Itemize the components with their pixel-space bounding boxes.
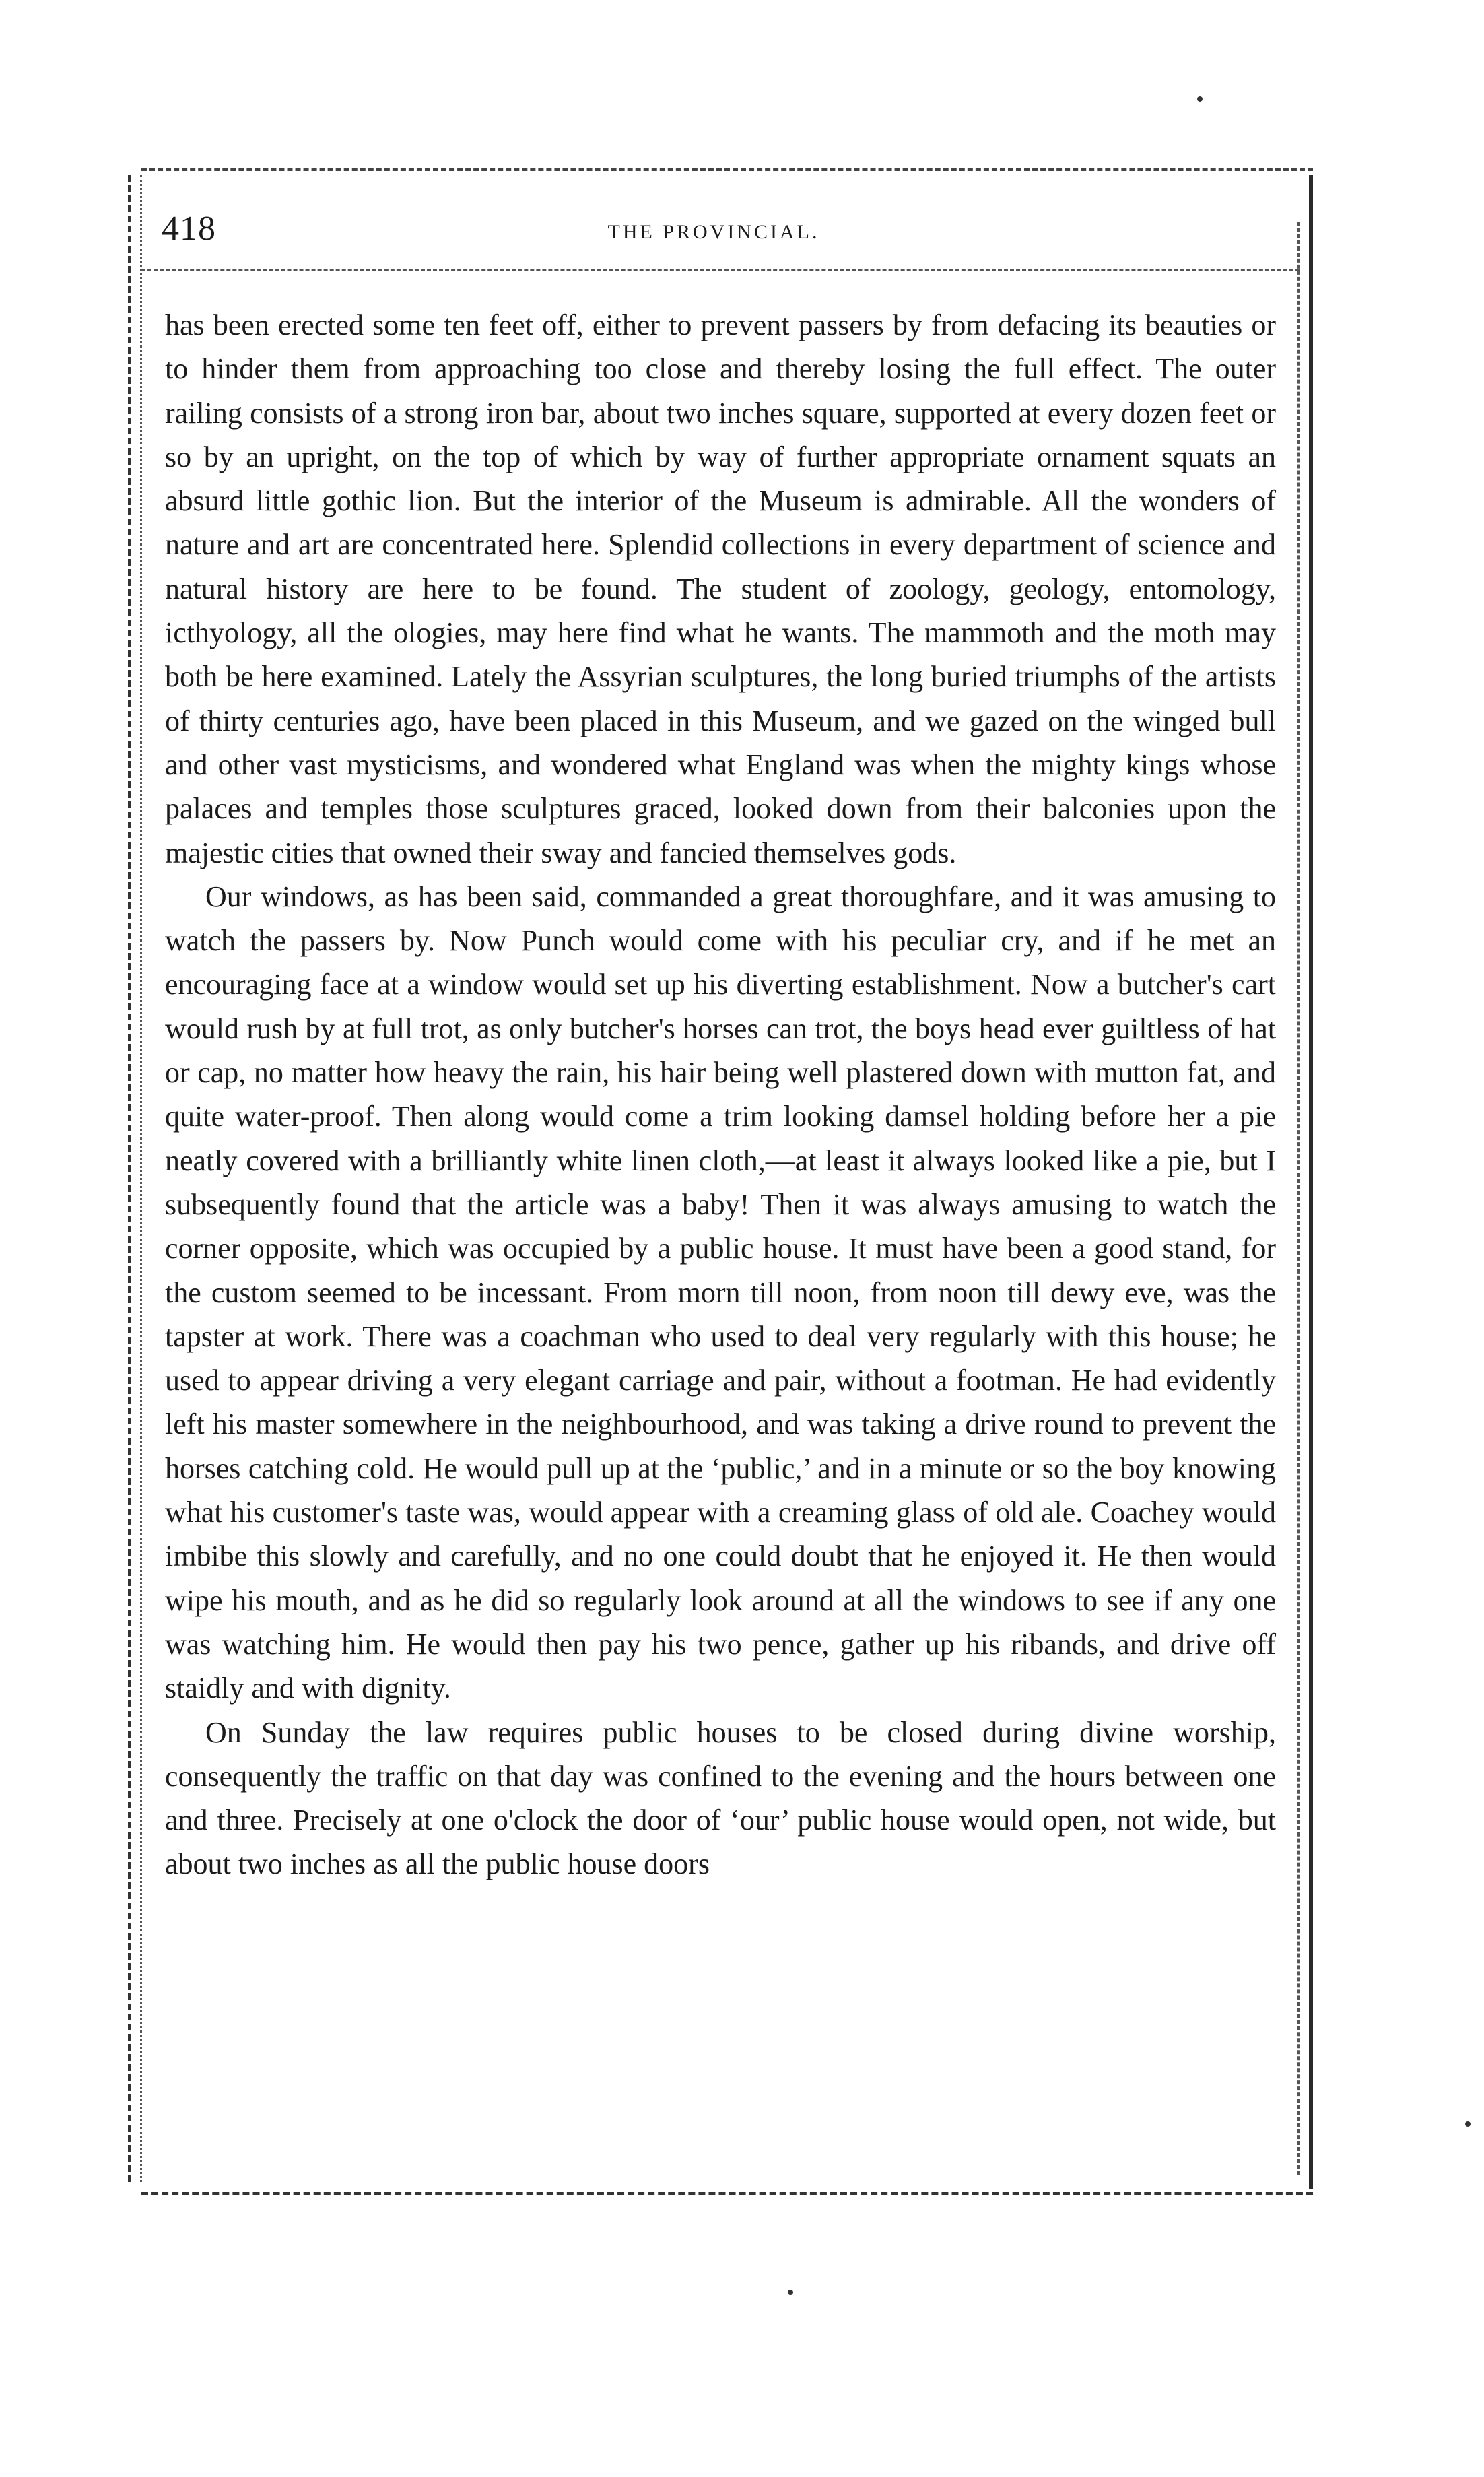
scan-speck bbox=[1465, 2121, 1471, 2127]
page-frame bbox=[128, 168, 1313, 2195]
scan-speck bbox=[1197, 96, 1203, 102]
body-text bbox=[165, 303, 1276, 1886]
running-title: THE PROVINCIAL. bbox=[607, 221, 820, 243]
paragraph: On Sunday the law requires public houses to be closed during divine worship, consequently the traffic on that day was confined to the evening and the hours between one and three. Precisely at one o'clock the door of ‘our’ public house would open, not wide, but about two inches as all the public house doors bbox=[165, 1715, 1276, 1881]
scan-speck bbox=[788, 2290, 793, 2295]
paragraph: Our windows, as has been said, commanded a great thoroughfare, and it was amusing to watch the passers by. Now Punch would come with his peculiar cry, and if he met an encouraging face at a window would set up his diverting establishment. Now a butcher's cart would rush by at full trot, as only butcher's horses can trot, the boys head ever guiltless of hat or cap, no matter how heavy the rain, his hair being well plastered down with mutton fat, and quite water-proof. Then along would come a trim looking damsel holding before her a pie neatly covered with a brilliantly white linen cloth,—at least it always looked like a pie, but I subsequently found that the article was a baby! Then it was always amusing to watch the corner opposite, which was occupied by a public house. It must have been a good stand, for the custom seemed to be incessant. From morn till noon, from noon till dewy eve, was the tapster at work. There was a coachman who used to deal very regularly with this house; he used to appear driving a very elegant carriage and pair, without a footman. He had evidently left his master somewhere in the neighbourhood, and was taking a drive round to prevent the horses catching cold. He would pull up at the ‘public,’ and in a minute or so the boy knowing what his customer's taste was, would appear with a creaming glass of old ale. Coachey would imbibe this slowly and carefully, and no one could doubt that he enjoyed it. He then would wipe his mouth, and as he did so regularly look around at all the windows to see if any one was watching him. He would then pay his two pence, gather up his ribands, and drive off staidly and with dignity. bbox=[165, 880, 1276, 1705]
frame-top-border bbox=[141, 168, 1313, 171]
frame-bottom-border bbox=[141, 2192, 1313, 2195]
running-head bbox=[155, 209, 1273, 263]
header-rule bbox=[141, 269, 1300, 271]
frame-right-border bbox=[1309, 175, 1313, 2189]
paragraph-continued: has been erected some ten feet off, either to prevent passers by from defacing its beauties or to hinder them from approaching too close and thereby losing the full effect. The outer railing consists of a strong iron bar, about two inches square, supported at every dozen feet or so by an upright, on the top of which by way of further appropriate ornament squats an absurd little gothic lion. But the interior of the Museum is admirable. All the wonders of nature and art are concentrated here. Splendid collections in every department of science and natural history are here to be found. The student of zoology, geology, entomology, icthyology, all the ologies, may here find what he wants. The mammoth and the moth may both be here examined. Lately the Assyrian sculptures, the long buried triumphs of the artists of thirty centuries ago, have been placed in this Museum, and we gazed on the winged bull and other vast mysticisms, and wondered what England was when the mighty kings whose palaces and temples those sculptures graced, looked down from their balconies upon the majestic cities that owned their sway and fancied themselves gods. bbox=[165, 308, 1276, 869]
frame-left-inner-border bbox=[140, 175, 142, 2182]
frame-right-inner-border bbox=[1297, 222, 1300, 2175]
frame-left-border bbox=[128, 175, 131, 2182]
page-number: 418 bbox=[162, 209, 216, 248]
